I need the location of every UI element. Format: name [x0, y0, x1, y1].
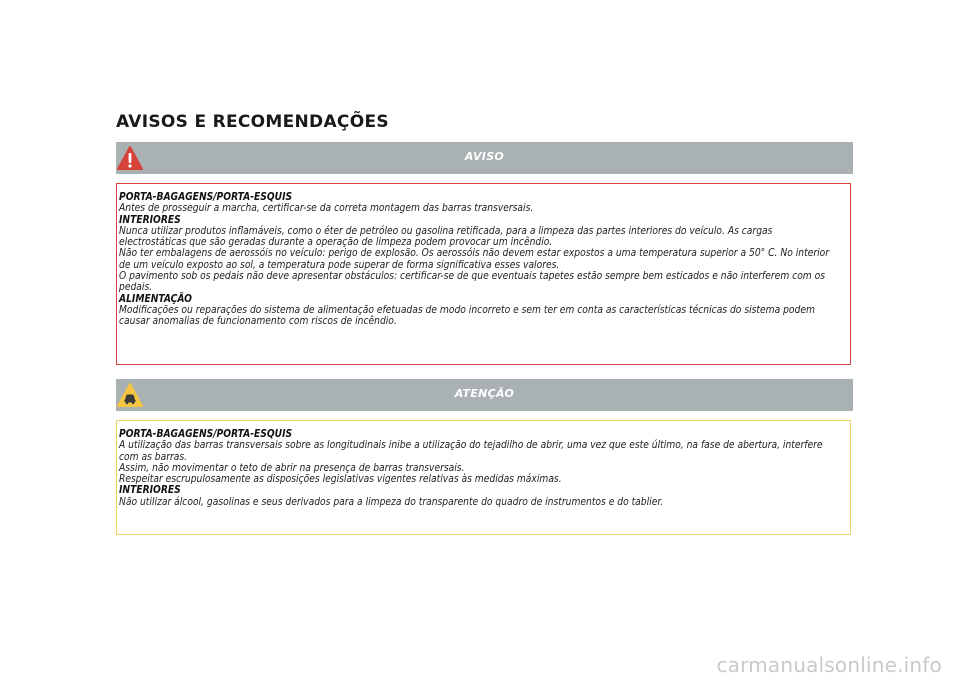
- page-title: AVISOS E RECOMENDAÇÕES: [116, 112, 389, 132]
- paragraph: Assim, não movimentar o teto de abrir na presença de barras transversais.: [119, 462, 465, 474]
- section-heading: ALIMENTAÇÃO: [119, 293, 192, 305]
- warning-banner: [116, 142, 853, 174]
- paragraph: Não ter embalagens de aerossóis no veículo: perigo de explosão. Os aerossóis não devem estar expostos a uma temperatura superior a 50° C. No interior de um veículo exposto ao sol, a temperatura pode superar de forma significativa esses valores.: [119, 248, 830, 271]
- section-heading: PORTA-BAGAGENS/PORTA-ESQUIS: [119, 192, 293, 203]
- paragraph: Antes de prosseguir a marcha, certificar-se da correta montagem das barras transversais.: [119, 203, 534, 215]
- paragraph: Modificações ou reparações do sistema de alimentação efetuadas de modo incorreto e sem ter em conta as características técnicas do sistema podem causar anomalias de funcionamento com riscos de incêndio.: [119, 304, 815, 328]
- paragraph: O pavimento sob os pedais não deve apresentar obstáculos: certificar-se de que eventuais tapetes estão sempre bem esticados e não interferem com os pedais.: [119, 271, 826, 294]
- caution-banner: [116, 379, 853, 411]
- paragraph: Não utilizar álcool, gasolinas e seus derivados para a limpeza do transparente do quadro de instrumentos e do tablier.: [119, 496, 664, 508]
- section-heading: INTERIORES: [119, 214, 181, 226]
- warning-content: [117, 184, 850, 328]
- section-heading: PORTA-BAGAGENS/PORTA-ESQUIS: [119, 429, 293, 440]
- watermark: carmanualsonline.info: [716, 653, 942, 677]
- caution-box: [116, 420, 851, 535]
- section-heading: INTERIORES: [119, 485, 181, 497]
- paragraph: A utilização das barras transversais sobre as longitudinais inibe a utilização do tejadilho de abrir, uma vez que este último, na fase de abertura, interfere com as barras.: [119, 440, 823, 463]
- warning-label: AVISO: [464, 150, 505, 163]
- paragraph: Nunca utilizar produtos inflamáveis, como o éter de petróleo ou gasolina retificada, para a limpeza das partes interiores do veículo. As cargas electrostáticas que são geradas durante a operação de limpeza podem provocar um incêndio.: [119, 225, 773, 249]
- paragraph: Respeitar escrupulosamente as disposições legislativas vigentes relativas às medidas máximas.: [119, 474, 562, 486]
- warning-box: [116, 183, 851, 365]
- caution-label: ATENÇÃO: [454, 387, 515, 400]
- caution-content: [117, 421, 850, 508]
